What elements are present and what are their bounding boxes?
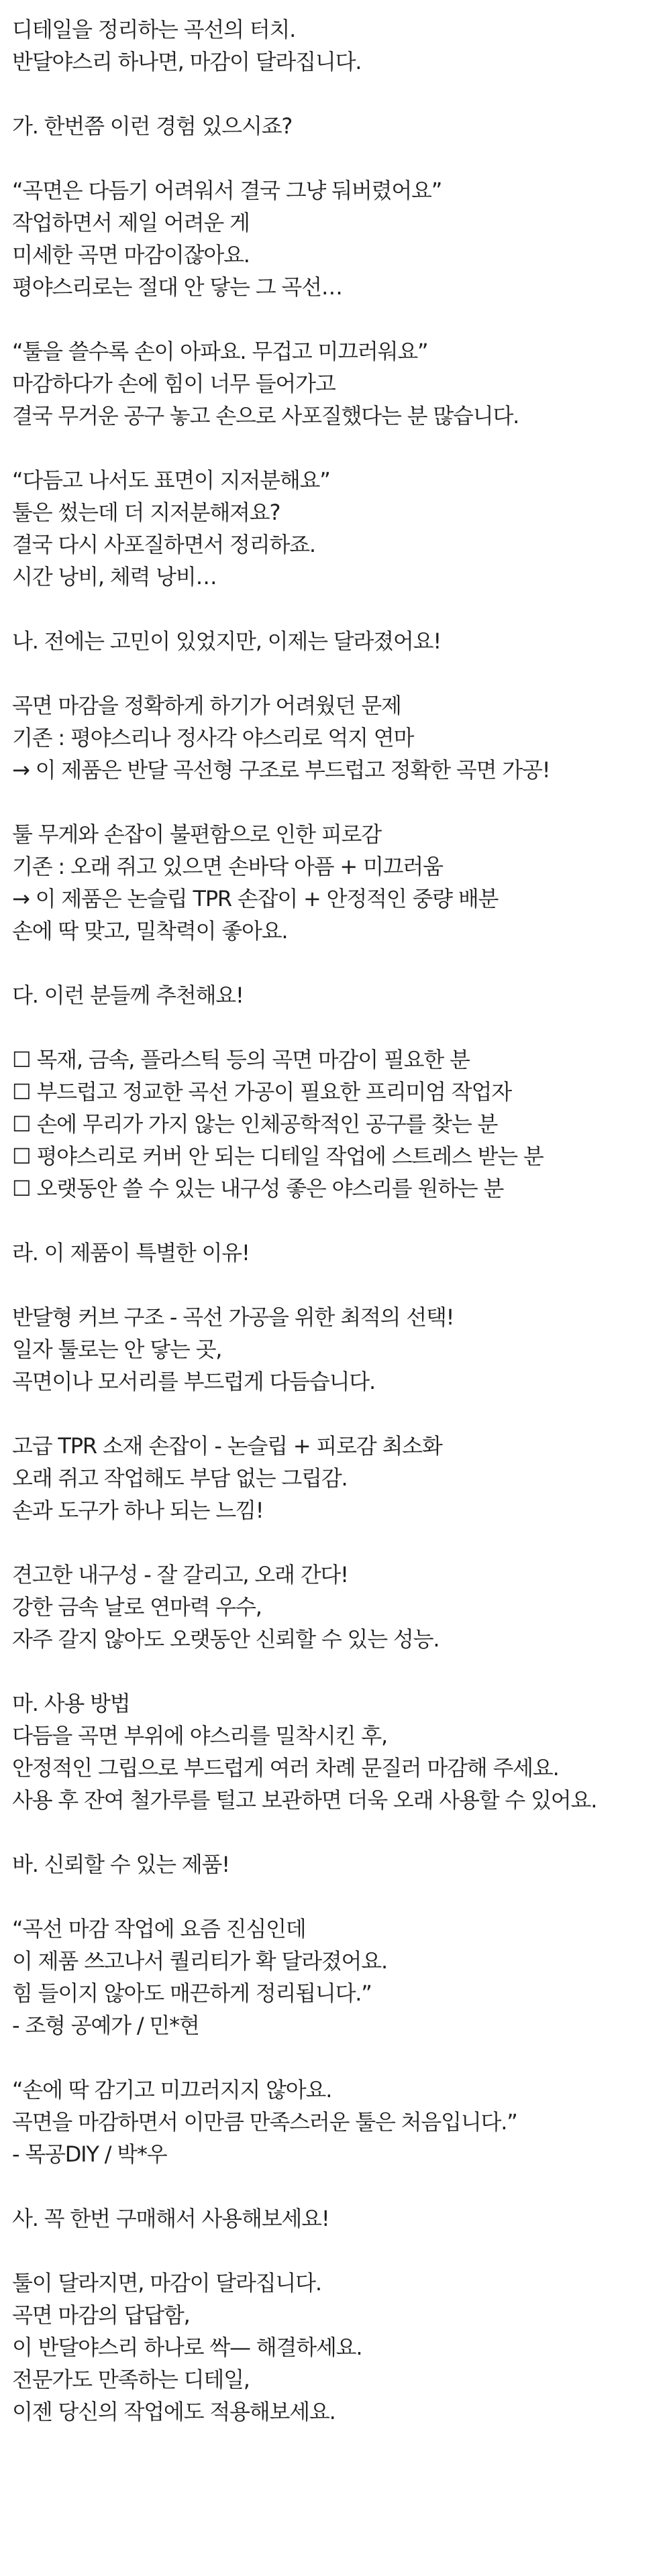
text-line: 결국 무거운 공구 놓고 손으로 사포질했다는 분 많습니다. — [12, 403, 519, 429]
text-block — [12, 1301, 659, 1398]
text-block — [12, 1044, 659, 1205]
text-line: 일자 툴로는 안 닿는 곳, — [12, 1337, 222, 1362]
text-block — [12, 1848, 659, 1881]
text-line: 이 제품 쓰고나서 퀄리티가 확 달라졌어요. — [12, 1948, 387, 1974]
text-block — [12, 2202, 659, 2235]
text-line: 마감하다가 손에 힘이 너무 들어가고 — [12, 371, 336, 396]
text-line: “곡면은 다듬기 어려워서 결국 그냥 둬버렸어요” — [12, 178, 442, 203]
text-line: 전문가도 만족하는 디테일, — [12, 2367, 250, 2392]
text-line: → 이 제품은 반달 곡선형 구조로 부드럽고 정확한 곡면 가공! — [12, 757, 550, 783]
text-block — [12, 1430, 659, 1526]
text-line: 안정적인 그립으로 부드럽게 여러 차례 문질러 마감해 주세요. — [12, 1755, 559, 1781]
text-block — [12, 689, 659, 786]
text-line: 결국 다시 사포질하면서 정리하죠. — [12, 532, 315, 557]
text-line: 강한 금속 날로 연마력 우수, — [12, 1594, 262, 1620]
text-line: 툴이 달라지면, 마감이 달라집니다. — [12, 2270, 321, 2296]
text-block — [12, 13, 659, 78]
text-line: 바. 신뢰할 수 있는 제품! — [12, 1852, 229, 1877]
text-line: 평야스리로는 절대 안 닿는 그 곡선… — [12, 274, 342, 300]
text-block — [12, 110, 659, 142]
text-line: 나. 전에는 고민이 있었지만, 이제는 달라졌어요! — [12, 628, 441, 654]
text-line: 툴 무게와 손잡이 불편함으로 인한 피로감 — [12, 822, 381, 847]
text-line: 미세한 곡면 마감이잖아요. — [12, 242, 250, 268]
text-block — [12, 174, 659, 303]
text-line: 라. 이 제품이 특별한 이유! — [12, 1240, 250, 1266]
text-line: ☐ 평야스리로 커버 안 되는 디테일 작업에 스트레스 받는 분 — [12, 1143, 544, 1169]
text-line: 반달야스리 하나면, 마감이 달라집니다. — [12, 49, 362, 74]
text-block — [12, 625, 659, 657]
text-line: 곡면 마감을 정확하게 하기가 어려웠던 문제 — [12, 693, 401, 718]
text-block — [12, 818, 659, 947]
text-line: → 이 제품은 논슬립 TPR 손잡이 + 안정적인 중량 배분 — [12, 886, 499, 911]
text-line: 이젠 당신의 작업에도 적용해보세요. — [12, 2399, 336, 2424]
text-line: “곡선 마감 작업에 요즘 진심인데 — [12, 1916, 306, 1942]
text-line: “손에 딱 감기고 미끄러지지 않아요. — [12, 2077, 332, 2103]
text-line: 견고한 내구성 - 잘 갈리고, 오래 간다! — [12, 1562, 348, 1587]
text-line: 디테일을 정리하는 곡선의 터치. — [12, 17, 296, 42]
text-block — [12, 464, 659, 593]
text-line: 툴은 썼는데 더 지저분해져요? — [12, 500, 280, 525]
text-block — [12, 979, 659, 1011]
text-line: 사용 후 잔여 철가루를 털고 보관하면 더욱 오래 사용할 수 있어요. — [12, 1787, 597, 1813]
text-line: - 조형 공예가 / 민*현 — [12, 2013, 199, 2038]
text-line: 기존 : 평야스리나 정사각 야스리로 억지 연마 — [12, 725, 414, 750]
text-block — [12, 2074, 659, 2170]
text-line: 작업하면서 제일 어려운 게 — [12, 210, 250, 235]
text-line: 곡면 마감의 답답함, — [12, 2302, 190, 2328]
text-line: 곡면을 마감하면서 이만큼 만족스러운 툴은 처음입니다.” — [12, 2109, 517, 2135]
text-line: 마. 사용 방법 — [12, 1691, 130, 1716]
text-line: 다듬을 곡면 부위에 야스리를 밀착시킨 후, — [12, 1723, 387, 1748]
text-line: ☐ 목재, 금속, 플라스틱 등의 곡면 마감이 필요한 분 — [12, 1047, 470, 1072]
text-line: ☐ 오랫동안 쓸 수 있는 내구성 좋은 야스리를 원하는 분 — [12, 1176, 504, 1201]
text-line: 다. 이런 분들께 추천해요! — [12, 983, 244, 1008]
text-line: 기존 : 오래 쥐고 있으면 손바닥 아픔 + 미끄러움 — [12, 854, 443, 879]
text-block — [12, 1237, 659, 1269]
text-block — [12, 335, 659, 432]
text-line: ☐ 손에 무리가 가지 않는 인체공학적인 공구를 찾는 분 — [12, 1111, 498, 1137]
text-line: “툴을 쓸수록 손이 아파요. 무겁고 미끄러워요” — [12, 339, 428, 364]
text-line: 시간 낭비, 체력 낭비… — [12, 564, 217, 590]
text-line: 손에 딱 맞고, 밀착력이 좋아요. — [12, 918, 288, 944]
text-line: 힘 들이지 않아도 매끈하게 정리됩니다.” — [12, 1980, 372, 2006]
text-line: 가. 한번쯤 이런 경험 있으시죠? — [12, 113, 293, 139]
text-line: “다듬고 나서도 표면이 지저분해요” — [12, 467, 330, 493]
text-block — [12, 1559, 659, 1655]
text-block — [12, 2267, 659, 2428]
text-line: 고급 TPR 소재 손잡이 - 논슬립 + 피로감 최소화 — [12, 1433, 442, 1459]
text-line: 오래 쥐고 작업해도 부담 없는 그립감. — [12, 1465, 348, 1491]
text-line: ☐ 부드럽고 정교한 곡선 가공이 필요한 프리미엄 작업자 — [12, 1079, 511, 1105]
text-line: 곡면이나 모서리를 부드럽게 다듬습니다. — [12, 1369, 375, 1394]
text-block — [12, 1687, 659, 1816]
text-line: 반달형 커브 구조 - 곡선 가공을 위한 최적의 선택! — [12, 1304, 454, 1330]
text-line: - 목공DIY / 박*우 — [12, 2141, 167, 2167]
text-line: 자주 갈지 않아도 오랫동안 신뢰할 수 있는 성능. — [12, 1626, 440, 1652]
text-line: 손과 도구가 하나 되는 느낌! — [12, 1498, 264, 1523]
text-block — [12, 1913, 659, 2041]
text-line: 이 반달야스리 하나로 싹— 해결하세요. — [12, 2335, 362, 2360]
text-line: 사. 꼭 한번 구매해서 사용해보세요! — [12, 2206, 329, 2231]
